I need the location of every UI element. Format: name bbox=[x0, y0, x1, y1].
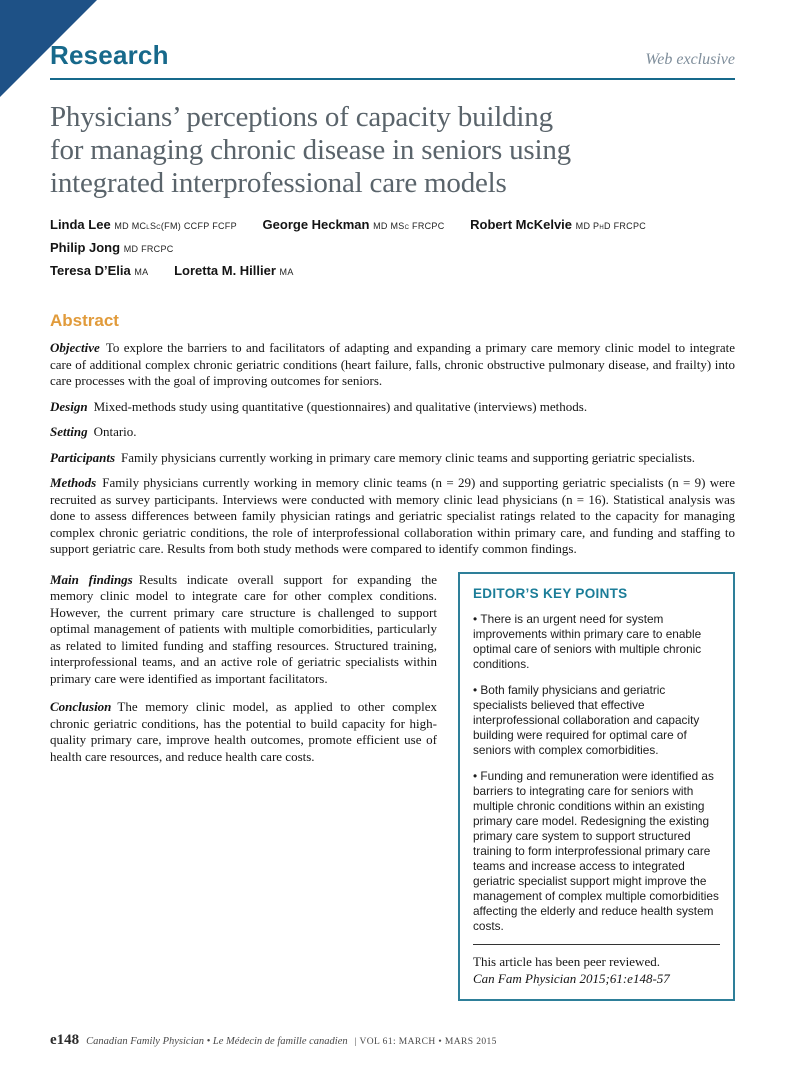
abstract-participants bbox=[50, 450, 735, 467]
abstract-heading: Abstract bbox=[50, 311, 119, 330]
key-point: • Funding and remuneration were identified as barriers to integrating care for seniors with multiple chronic conditions within an existing primary care model. Redesigning the existing primary care system to support structured training to form interprofessional primary care teams and increase access to integrated geriatric specialist support might improve the management of complex multiple comorbidities affecting the elderly and reduce health system costs. bbox=[473, 769, 720, 934]
paragraph-text: Results indicate overall support for expanding the memory clinic model to integrate care for other complex conditions. However, the current primary care structure is challenged to support optimal management of patients with multiple comorbidities, particularly as related to limited funding and staffing resources. Structured training, interprofessional teams, and an active role of geriatric specialists within primary care were identified as important facilitators. bbox=[50, 571, 437, 686]
key-points-heading: EDITOR’S KEY POINTS bbox=[473, 585, 628, 601]
author bbox=[50, 240, 174, 255]
author bbox=[50, 263, 148, 278]
author-degrees: MA bbox=[279, 267, 294, 277]
article-title-line: Physicians’ perceptions of capacity building bbox=[50, 101, 553, 133]
key-point: • There is an urgent need for system improvements within primary care to enable optimal care of seniors with multiple chronic conditions. bbox=[473, 612, 720, 672]
paragraph-label: Participants bbox=[50, 449, 116, 465]
author-name: Linda Lee bbox=[50, 217, 111, 232]
author-name: Loretta M. Hillier bbox=[174, 263, 276, 278]
paragraph-text: Mixed-methods study using quantitative (questionnaires) and qualitative (interviews) methods. bbox=[93, 398, 588, 414]
author bbox=[50, 217, 237, 232]
article-title bbox=[50, 101, 650, 200]
paragraph-text: To explore the barriers to and facilitators of adapting and expanding a primary care memory clinic model to integrate care of additional complex chronic geriatric conditions (heart failure, falls, chronic obstructive pulmonary disease, and frailty) into care processes with the goal of improving outcomes for seniors. bbox=[50, 340, 735, 388]
two-column-section bbox=[50, 572, 735, 1001]
paragraph-label: Setting bbox=[50, 424, 88, 439]
author-degrees: MD MSc FRCPC bbox=[373, 221, 445, 231]
section-label: Research bbox=[50, 40, 169, 70]
author-name: Teresa D’Elia bbox=[50, 263, 131, 278]
abstract-objective bbox=[50, 340, 735, 390]
author-name: George Heckman bbox=[262, 217, 370, 232]
peer-review-divider bbox=[473, 944, 720, 945]
editors-key-points-box bbox=[458, 572, 735, 1001]
left-column bbox=[50, 572, 437, 1001]
peer-review-block bbox=[473, 934, 720, 987]
article-title-line: integrated interprofessional care models bbox=[50, 167, 507, 199]
author-degrees: MD PhD FRCPC bbox=[575, 221, 647, 231]
author-name: Philip Jong bbox=[50, 240, 121, 255]
authors-block bbox=[50, 214, 735, 283]
authors-row bbox=[50, 214, 735, 260]
author-degrees: MA bbox=[134, 267, 149, 277]
author bbox=[470, 217, 646, 232]
paragraph-label: Methods bbox=[50, 475, 97, 490]
paragraph-label: Design bbox=[50, 398, 88, 414]
paragraph-label: Main findings bbox=[50, 571, 133, 587]
page-header bbox=[50, 0, 735, 71]
author-degrees: MD MClSc(FM) CCFP FCFP bbox=[114, 221, 237, 231]
page-number: e148 bbox=[50, 1032, 80, 1048]
abstract-methods bbox=[50, 475, 735, 558]
volume-info: | VOL 61: MARCH • MARS 2015 bbox=[354, 1037, 497, 1047]
page-footer bbox=[50, 1032, 497, 1049]
paragraph-label: Objective bbox=[50, 340, 100, 355]
header-rule bbox=[50, 78, 735, 80]
abstract-conclusion bbox=[50, 699, 437, 765]
abstract-main-findings bbox=[50, 572, 437, 688]
paragraph-label: Conclusion bbox=[50, 699, 112, 714]
abstract-setting bbox=[50, 424, 735, 441]
paragraph-text: The memory clinic model, as applied to other complex chronic geriatric conditions, has the potential to build capacity for high-quality primary care, improve health outcomes, promote efficient use of health care resources, and reduce health care costs. bbox=[50, 699, 437, 764]
paragraph-text: Family physicians currently working in primary care memory clinic teams and supporting geriatric specialists. bbox=[121, 449, 696, 465]
article-citation: Can Fam Physician 2015;61:e148-57 bbox=[473, 970, 670, 986]
key-point: • Both family physicians and geriatric specialists believed that effective interprofessional collaboration and capacity building were required for optimal care of seniors with complex comorbidities. bbox=[473, 683, 720, 758]
author bbox=[174, 263, 294, 278]
author-degrees: MD FRCPC bbox=[123, 244, 174, 254]
journal-name: Canadian Family Physician • Le Médecin de famille canadien bbox=[86, 1036, 348, 1047]
abstract-design bbox=[50, 399, 735, 416]
paragraph-text: Ontario. bbox=[93, 424, 137, 439]
author bbox=[263, 217, 445, 232]
article-title-line: for managing chronic disease in seniors using bbox=[50, 134, 571, 166]
paragraph-text: Family physicians currently working in memory clinic teams (n = 29) and supporting geriatric specialists (n = 9) were recruited as survey participants. Interviews were conducted with memory clinic lead physicians (n = 16). Statistical analysis was done to assess differences between family physician ratings and geriatric specialist ratings related to the capacity for managing complex chronic geriatric conditions, the role of interprofessional collaboration within primary care, and funding and staffing to support geriatric care. Results from both study methods were compared to identify common findings. bbox=[50, 475, 735, 556]
authors-row bbox=[50, 260, 735, 283]
peer-review-note: This article has been peer reviewed. bbox=[473, 953, 660, 969]
author-name: Robert McKelvie bbox=[470, 217, 573, 232]
web-exclusive-tag: Web exclusive bbox=[645, 51, 735, 68]
